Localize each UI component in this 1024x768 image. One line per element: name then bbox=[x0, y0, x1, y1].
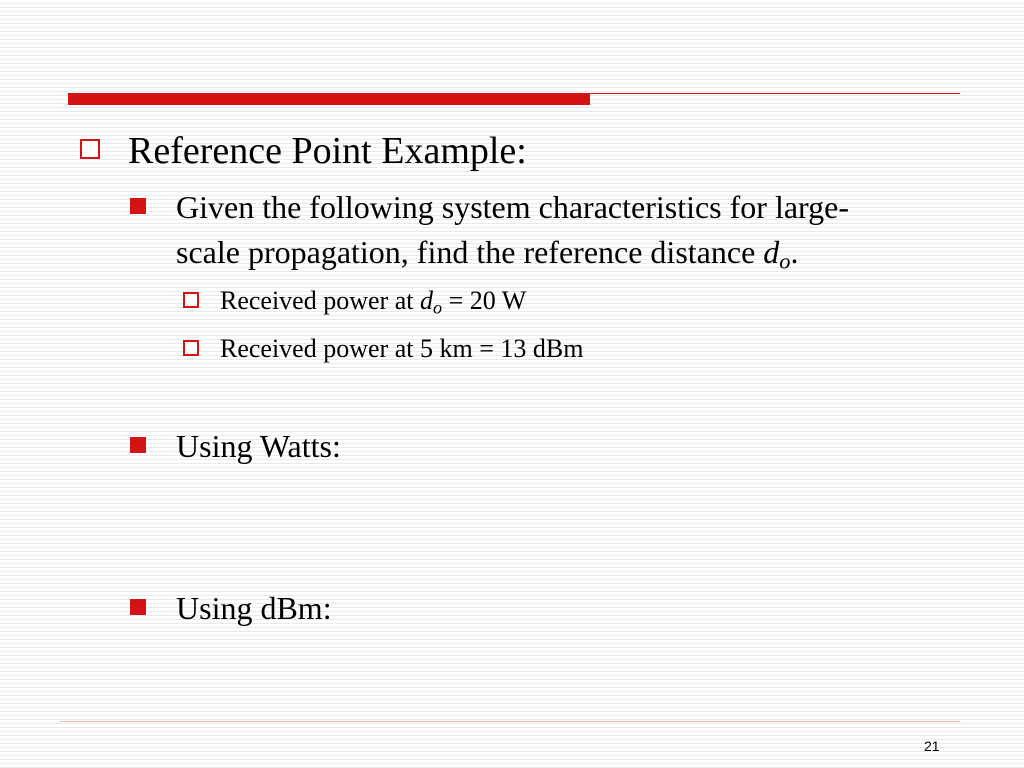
bullet-text: Using dBm: bbox=[176, 590, 332, 626]
header-accent-bar bbox=[68, 93, 590, 105]
sub-bullet-text: Received power at 5 km = 13 dBm bbox=[220, 334, 584, 363]
filled-square-bullet-icon bbox=[130, 599, 146, 615]
variable-d-o: $d_o$ bbox=[763, 234, 791, 274]
given-line-2: scale propagation, find the reference distance $d_o$. bbox=[176, 234, 799, 274]
hollow-square-bullet-icon bbox=[183, 292, 199, 308]
sub-bullet-text: Received power at $d_o = 20$ W bbox=[220, 286, 527, 318]
hollow-square-bullet-icon bbox=[80, 139, 100, 159]
header-accent-line bbox=[590, 93, 960, 94]
given-line-1: Given the following system characteristics for large- bbox=[176, 189, 849, 225]
footer-divider bbox=[60, 721, 960, 722]
filled-square-bullet-icon bbox=[130, 437, 146, 453]
bullet-text: Using Watts: bbox=[176, 428, 341, 464]
page-number: 21 bbox=[924, 738, 940, 754]
bullet-text: Reference Point Example: bbox=[128, 130, 527, 172]
variable-d-o: $d_o$ bbox=[419, 286, 443, 318]
filled-square-bullet-icon bbox=[130, 198, 146, 214]
hollow-square-bullet-icon bbox=[183, 340, 199, 356]
